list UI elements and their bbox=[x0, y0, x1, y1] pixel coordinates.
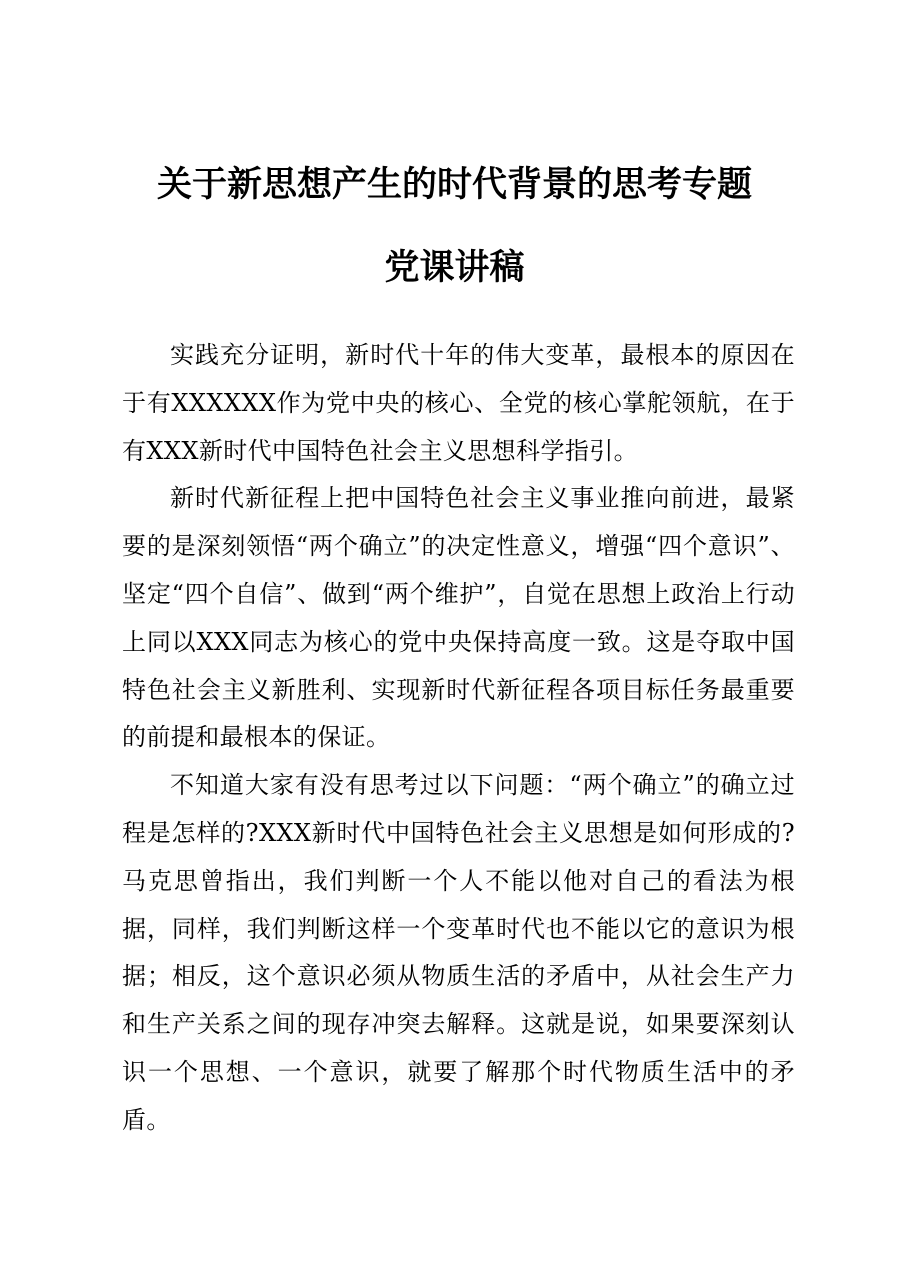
paragraph-1: 实践充分证明，新时代十年的伟大变革，最根本的原因在于有XXXXXX作为党中央的核心、全党的核心掌舵领航，在于有XXX新时代中国特色社会主义思想科学指引。 bbox=[122, 341, 795, 465]
paragraph-3: 不知道大家有没有思考过以下问题：“两个确立”的确立过程是怎样的?XXX新时代中国特色社会主义思想是如何形成的?马克思曾指出，我们判断一个人不能以他对自己的看法为根据，同样，我们判断这样一个变革时代也不能以它的意识为根据；相反，这个意识必须从物质生活的矛盾中，从社会生产力和生产关系之间的现存冲突去解释。这就是说，如果要深刻认识一个思想、一个意识，就要了解那个时代物质生活中的矛盾。 bbox=[122, 771, 795, 1134]
document-title-line2: 党课讲稿 bbox=[384, 247, 525, 288]
document-body bbox=[122, 332, 795, 1145]
paragraph-2: 新时代新征程上把中国特色社会主义事业推向前进，最紧要的是深刻领悟“两个确立”的决定性意义，增强“四个意识”、坚定“四个自信”、做到“两个维护”，自觉在思想上政治上行动上同以XXX同志为核心的党中央保持高度一致。这是夺取中国特色社会主义新胜利、实现新时代新征程各项目标任务最重要的前提和最根本的保证。 bbox=[122, 484, 795, 752]
document-title-line1: 关于新思想产生的时代背景的思考专题 bbox=[156, 164, 752, 205]
